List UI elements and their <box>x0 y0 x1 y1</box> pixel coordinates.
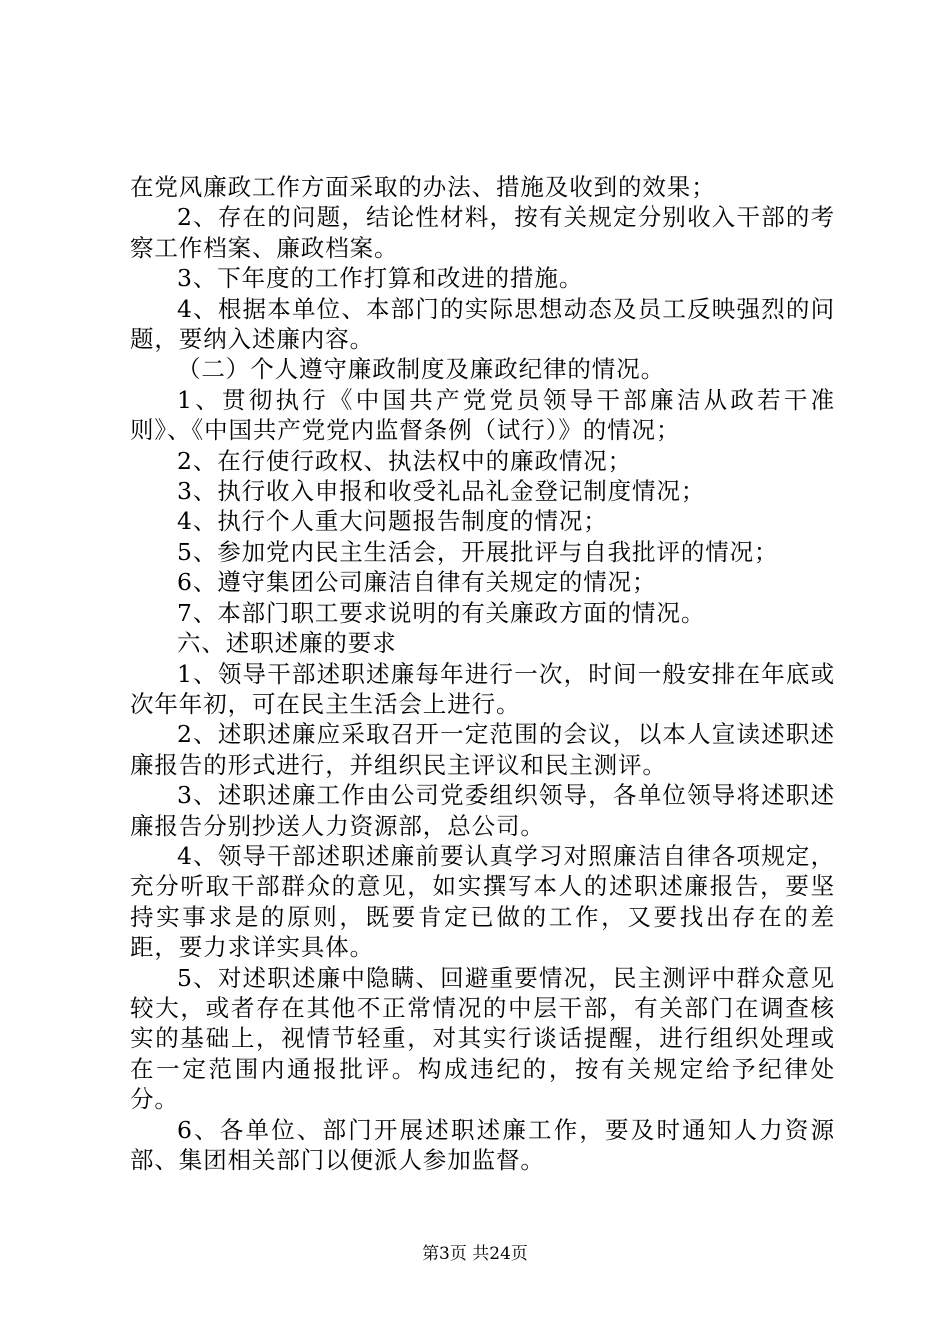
paragraph: 2、在行使行政权、执法权中的廉政情况； <box>177 446 633 475</box>
paragraph: 1、领导干部述职述廉每年进行一次，时间一般安排在年底或次年年初，可在民主生活会上进行。 <box>130 659 835 718</box>
paragraph: 4、根据本单位、本部门的实际思想动态及员工反映强烈的问题，要纳入述廉内容。 <box>130 294 835 354</box>
paragraph: 3、下年度的工作打算和改进的措施。 <box>177 264 584 293</box>
paragraph: 6、各单位、部门开展述职述廉工作，要及时通知人力资源部、集团相关部门以便派人参加监督。 <box>130 1115 835 1174</box>
paragraph: 六、述职述廉的要求 <box>177 629 397 658</box>
paragraph: 4、领导干部述职述廉前要认真学习对照廉洁自律各项规定，充分听取干部群众的意见，如实撰写本人的述职述廉报告，要坚持实事求是的原则，既要肯定已做的工作，又要找出存在的差距，要力求详实具体。 <box>130 841 835 962</box>
paragraph: 3、执行收入申报和收受礼品礼金登记制度情况； <box>177 477 706 506</box>
paragraph: 6、遵守集团公司廉洁自律有关规定的情况； <box>177 568 657 597</box>
paragraph: 3、述职述廉工作由公司党委组织领导，各单位领导将述职述廉报告分别抄送人力资源部，总公司。 <box>130 781 835 840</box>
paragraph: 4、执行个人重大问题报告制度的情况； <box>177 507 608 536</box>
page-footer: 第3页 共24页 <box>422 1244 528 1264</box>
paragraph: 5、参加党内民主生活会，开展批评与自我批评的情况； <box>177 537 779 566</box>
paragraph: 5、对述职述廉中隐瞒、回避重要情况，民主测评中群众意见较大，或者存在其他不正常情况的中层干部，有关部门在调查核实的基础上，视情节轻重，对其实行谈话提醒，进行组织处理或在一定范围内通报批评。构成违纪的，按有关规定给予纪律处分。 <box>130 963 835 1114</box>
paragraph: 2、述职述廉应采取召开一定范围的会议，以本人宣读述职述廉报告的形式进行，并组织民主评议和民主测评。 <box>130 720 835 779</box>
paragraph: （二）个人遵守廉政制度及廉政纪律的情况。 <box>177 355 665 384</box>
document-body <box>130 172 835 1175</box>
paragraph: 1、贯彻执行《中国共产党党员领导干部廉洁从政若干准则》、《中国共产党党内监督条例（试行）》的情况； <box>130 385 835 445</box>
paragraph: 7、本部门职工要求说明的有关廉政方面的情况。 <box>177 598 706 627</box>
paragraph: 2、存在的问题，结论性材料，按有关规定分别收入干部的考察工作档案、廉政档案。 <box>130 203 835 262</box>
paragraph: 在党风廉政工作方面采取的办法、措施及收到的效果； <box>130 173 716 201</box>
